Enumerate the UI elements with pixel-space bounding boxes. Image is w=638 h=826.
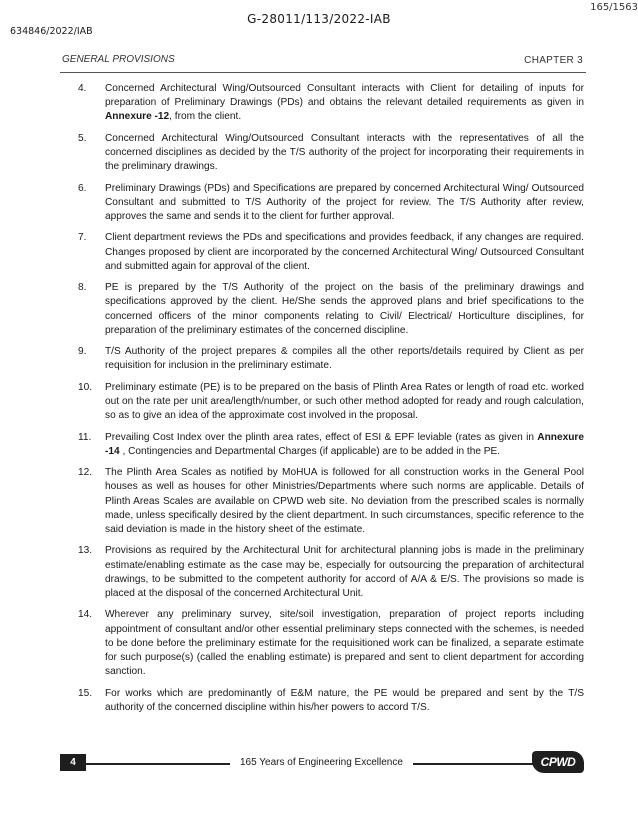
item-number: 14.: [78, 609, 93, 621]
item-text: PE is prepared by the T/S Authority of the project on the basis of the preliminary drawings and specifications approved by the client. He/She sends the approved plans and brief specifications to the concerned officers of the minor components relating to Civil/ Electrical/ Horticulture disciplines, for preparation of the preliminary estimates of the concerned discipline.: [105, 282, 584, 336]
file-number: G-28011/113/2022-IAB: [247, 12, 391, 26]
list-item: [60, 345, 584, 373]
item-number: 5.: [78, 132, 87, 144]
header-divider: [60, 72, 586, 73]
item-text: For works which are predominantly of E&M nature, the PE would be prepared and sent by the T/S authority of the concerned discipline within his/her powers to accord T/S.: [105, 687, 584, 713]
item-text: The Plinth Area Scales as notified by MoHUA is followed for all construction works in the General Pool houses as well as houses for other Ministries/Departments where such norms are applicable. Details of Plinth Areas Scales are available on CPWD web site. No deviation from the prescribed scales is normally made, unless specifically desired by the client department. In such circumstances, specific reference to the said deviation is made in the history sheet of the estimate.: [105, 467, 584, 535]
provisions-list: [60, 82, 584, 722]
item-text: Wherever any preliminary survey, site/soil investigation, preparation of project reports including appointment of consultant and/or other essential preliminary steps connected with the schemes, is needed to be done before the preliminary estimate for the requisitioned work can be finalized, a separate estimate for such purpose(s) (called the enabling estimate) is prepared and sent to client department for according sanction.: [105, 609, 584, 678]
item-text: Client department reviews the PDs and specifications and provides feedback, if any changes are required. Changes proposed by client are incorporated by the concerned Architectural Wing/ Outsourced Consultant and submitted again for approval of the client.: [105, 232, 584, 272]
item-text: Preliminary Drawings (PDs) and Specifications are prepared by concerned Architectural Wing/ Outsourced Consultant and submitted to T/S Authority of the project for review. The T/S Authority after review, approves the same and sends it to the client for further approval.: [105, 182, 584, 222]
page-counter: 165/1563: [590, 2, 638, 13]
list-item: [60, 231, 584, 274]
item-text: , Contingencies and Departmental Charges (if applicable) are to be added in the PE.: [119, 445, 501, 457]
list-item: [60, 281, 584, 338]
diary-number: 634846/2022/IAB: [10, 26, 93, 37]
item-number: 7.: [78, 232, 87, 244]
annexure-reference: Annexure -14: [105, 431, 584, 457]
cpwd-logo: CPWD: [532, 751, 584, 773]
item-number: 6.: [78, 182, 87, 194]
item-number: 12.: [78, 467, 93, 479]
item-text: Concerned Architectural Wing/Outsourced Consultant interacts with the representatives of all the concerned disciplines as decided by the T/S authority of the project for incorporating their requirements in the preliminary drawings.: [105, 132, 584, 173]
list-item: [60, 687, 584, 715]
list-item: [60, 381, 584, 424]
item-number: 9.: [78, 346, 87, 358]
page-number: 4: [60, 754, 86, 771]
list-item: [60, 466, 584, 537]
list-item: [60, 608, 584, 679]
list-item: [60, 82, 584, 125]
item-number: 11.: [78, 431, 92, 443]
item-number: 15.: [78, 687, 93, 699]
list-item: [60, 182, 584, 225]
item-number: 10.: [78, 381, 93, 393]
item-number: 8.: [78, 282, 87, 294]
item-text: Concerned Architectural Wing/Outsourced Consultant interacts with Client for detailing of inputs for preparation of Preliminary Drawings (PDs) and obtains the relevant detailed requirements as given in: [105, 83, 584, 109]
section-title: GENERAL PROVISIONS: [62, 54, 175, 65]
list-item: [60, 544, 584, 601]
page-footer: [60, 754, 584, 773]
item-text: , from the client.: [169, 111, 242, 123]
item-text: Provisions as required by the Architectural Unit for architectural planning jobs is made in the preliminary estimate/enabling estimate as the case may be, especially for outsourcing the preparation of architectural drawings, to be submitted to the competent authority for accord of A/A & E/S. The provisions so made is placed at the disposal of the concerned Architectural Unit.: [105, 545, 584, 599]
item-number: 13.: [78, 545, 93, 557]
annexure-reference: Annexure -12: [105, 111, 170, 123]
footer-tagline: 165 Years of Engineering Excellence: [230, 754, 413, 771]
chapter-label: CHAPTER 3: [524, 55, 583, 66]
item-text: Preliminary estimate (PE) is to be prepared on the basis of Plinth Area Rates or length of road etc. worked out on the rate per unit area/length/number, or such other method adopted for ready and rough calculation, so as to give an idea of the approximate cost involved in the proposal.: [105, 381, 584, 422]
item-text: T/S Authority of the project prepares & compiles all the other reports/details required by Client as per requisition for inclusion in the preliminary estimate.: [105, 346, 584, 372]
item-number: 4.: [78, 83, 87, 94]
list-item: [60, 431, 584, 459]
item-text: Prevailing Cost Index over the plinth area rates, effect of ESI & EPF leviable (rates as given in: [105, 431, 538, 443]
list-item: [60, 132, 584, 175]
